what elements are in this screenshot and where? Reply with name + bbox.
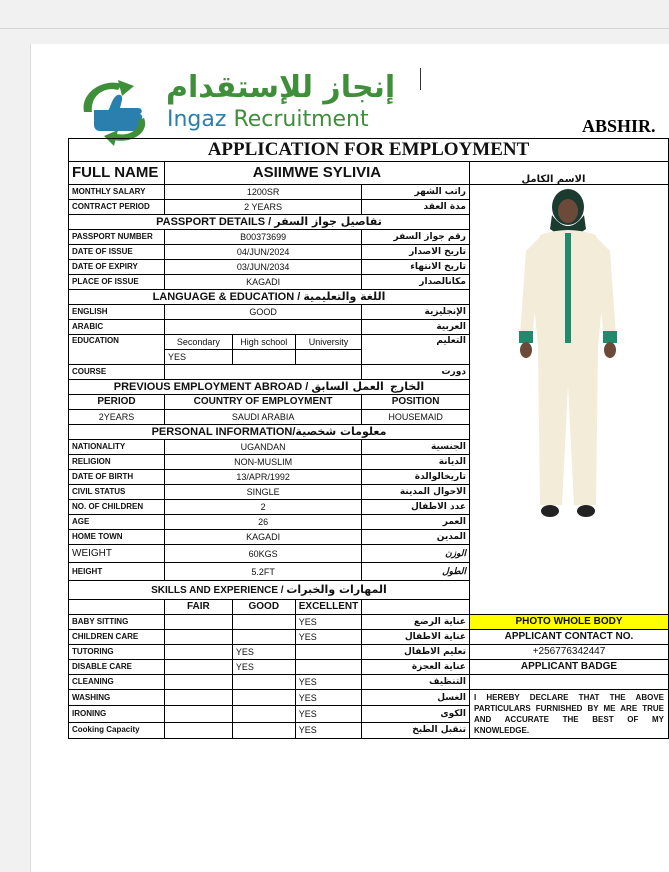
skill-good-value [232, 615, 295, 630]
page-top-rule [0, 28, 669, 29]
skill-fair-value [164, 722, 232, 738]
religion-arabic: الديانة [362, 455, 470, 470]
skill-arabic: تنقبل الطبخ [362, 722, 470, 738]
monthly-salary-label: MONTHLY SALARY [69, 185, 165, 200]
prev-country-value: SAUDI ARABIA [164, 410, 361, 425]
skill-excellent-value: YES [295, 630, 361, 645]
skills-section-header [69, 581, 470, 600]
skill-level-excellent: EXCELLENT [295, 600, 361, 615]
contract-period-value: 2 YEARS [164, 200, 361, 215]
civil-status-arabic: الاحوال المدينة [362, 485, 470, 500]
previous-employment-arabic-1: الخارج [389, 380, 425, 393]
personal-section-title: PERSONAL INFORMATION/ [151, 426, 296, 438]
education-university-value [295, 350, 361, 365]
course-arabic: دورت [362, 365, 470, 380]
skill-fair-value [164, 690, 232, 706]
education-secondary-value: YES [164, 350, 232, 365]
agency-name-suffix: Recruitment [233, 107, 369, 132]
badge-blank-cell [469, 675, 668, 690]
previous-employment-arabic-2: العمل السابق [311, 380, 384, 393]
skill-fair-value [164, 660, 232, 675]
skill-fair-value [164, 675, 232, 690]
date-of-issue-arabic: تاريخ الاصدار [362, 245, 470, 260]
height-arabic: الطول [362, 563, 470, 581]
place-of-issue-value: KAGADI [164, 275, 361, 290]
weight-label: WEIGHT [69, 545, 165, 563]
personal-section-header [69, 425, 470, 440]
education-arabic: التعليم [362, 335, 470, 365]
skill-good-value [232, 630, 295, 645]
children-arabic: عدد الاطفال [362, 500, 470, 515]
full-name-text: ASIIMWE SYLIVIA [252, 164, 382, 181]
text-cursor [420, 68, 421, 90]
prev-header-country: COUNTRY OF EMPLOYMENT [164, 395, 361, 410]
home-town-arabic: المدين [362, 530, 470, 545]
agency-logo-icon [74, 72, 158, 146]
skills-header-blank [69, 600, 165, 615]
skill-row-label: CHILDREN CARE [69, 630, 165, 645]
arabic-label: ARABIC [69, 320, 165, 335]
skill-excellent-value: YES [295, 706, 361, 722]
previous-employment-title: PREVIOUS EMPLOYMENT ABROAD / [113, 381, 309, 393]
education-level-secondary: Secondary [164, 335, 232, 350]
declaration-text: I HEREBY DECLARE THAT THE ABOVE PARTICULARS FURNISHED BY ME ARE TRUE AND ACCURATE THE BEST OF MY KNOWLEDGE. [469, 690, 668, 739]
skill-excellent-value [295, 645, 361, 660]
skill-excellent-value: YES [295, 722, 361, 738]
skill-good-value: YES [232, 645, 295, 660]
prev-period-value: 2YEARS [69, 410, 165, 425]
course-value [164, 365, 361, 380]
nationality-label: NATIONALITY [69, 440, 165, 455]
monthly-salary-value: 1200SR [164, 185, 361, 200]
applicant-photo [470, 185, 668, 585]
passport-section-header [69, 215, 470, 230]
english-arabic: الإنجليزية [362, 305, 470, 320]
passport-number-arabic: رقم جواز السفر [362, 230, 470, 245]
previous-employment-header [69, 380, 470, 395]
arabic-value [164, 320, 361, 335]
passport-section-arabic: تفاصيل جواز السفر [274, 215, 382, 228]
language-section-arabic: اللغة والتعليمية [303, 290, 386, 303]
skill-level-fair: FAIR [164, 600, 232, 615]
skill-fair-value [164, 645, 232, 660]
date-of-expiry-label: DATE OF EXPIRY [69, 260, 165, 275]
civil-status-label: CIVIL STATUS [69, 485, 165, 500]
contact-value: +256776342447 [469, 645, 668, 660]
prev-header-position: POSITION [362, 395, 470, 410]
dob-label: DATE OF BIRTH [69, 470, 165, 485]
children-value: 2 [164, 500, 361, 515]
skill-excellent-value: YES [295, 675, 361, 690]
place-of-issue-label: PLACE OF ISSUE [69, 275, 165, 290]
skill-row-label: Cooking Capacity [69, 722, 165, 738]
prev-position-value: HOUSEMAID [362, 410, 470, 425]
skill-fair-value [164, 706, 232, 722]
nationality-arabic: الجنسية [362, 440, 470, 455]
form-title: APPLICATION FOR EMPLOYMENT [69, 139, 669, 162]
language-section-title: LANGUAGE & EDUCATION / [152, 291, 301, 303]
education-level-university: University [295, 335, 361, 350]
date-of-issue-value: 04/JUN/2024 [164, 245, 361, 260]
skill-fair-value [164, 615, 232, 630]
skill-row-label: DISABLE CARE [69, 660, 165, 675]
skill-level-good: GOOD [232, 600, 295, 615]
skills-section-arabic: المهارات والخبرات [286, 582, 387, 596]
skill-row-label: CLEANING [69, 675, 165, 690]
full-name-label: FULL NAME [69, 162, 165, 185]
age-value: 26 [164, 515, 361, 530]
contract-period-arabic: مدة العقد [362, 200, 470, 215]
skill-arabic: عناية الرضع [362, 615, 470, 630]
children-label: NO. OF CHILDREN [69, 500, 165, 515]
passport-number-value: B00373699 [164, 230, 361, 245]
agency-name-prefix: Ingaz [167, 107, 227, 132]
skill-excellent-value [295, 660, 361, 675]
place-of-issue-arabic: مكانالصدار [362, 275, 470, 290]
full-name-value: ASIIMWE SYLIVIA الاسم الكامل [164, 162, 469, 185]
religion-value: NON-MUSLIM [164, 455, 361, 470]
photo-whole-body-label: PHOTO WHOLE BODY [469, 615, 668, 630]
age-label: AGE [69, 515, 165, 530]
english-value: GOOD [164, 305, 361, 320]
passport-section-title: PASSPORT DETAILS / [156, 216, 272, 228]
english-label: ENGLISH [69, 305, 165, 320]
employment-form-table [68, 138, 669, 739]
skill-good-value [232, 722, 295, 738]
weight-arabic: الوزن [362, 545, 470, 563]
date-of-issue-label: DATE OF ISSUE [69, 245, 165, 260]
dob-value: 13/APR/1992 [164, 470, 361, 485]
agency-name-english [167, 107, 369, 132]
skill-arabic: عناية الاطفال [362, 630, 470, 645]
home-town-label: HOME TOWN [69, 530, 165, 545]
civil-status-value: SINGLE [164, 485, 361, 500]
skill-good-value: YES [232, 660, 295, 675]
height-label: HEIGHT [69, 563, 165, 581]
date-of-expiry-value: 03/JUN/2034 [164, 260, 361, 275]
height-value: 5.2FT [164, 563, 361, 581]
skill-arabic: الغسل [362, 690, 470, 706]
dob-arabic: تاريخالوالدة [362, 470, 470, 485]
skill-arabic: الكوى [362, 706, 470, 722]
skill-excellent-value: YES [295, 690, 361, 706]
skill-good-value [232, 690, 295, 706]
prev-header-period: PERIOD [69, 395, 165, 410]
contract-period-label: CONTRACT PERIOD [69, 200, 165, 215]
skill-good-value [232, 675, 295, 690]
skill-row-label: BABY SITTING [69, 615, 165, 630]
religion-label: RELIGION [69, 455, 165, 470]
skill-good-value [232, 706, 295, 722]
skill-row-label: TUTORING [69, 645, 165, 660]
passport-number-label: PASSPORT NUMBER [69, 230, 165, 245]
education-level-high-school: High school [232, 335, 295, 350]
skill-row-label: WASHING [69, 690, 165, 706]
skill-arabic: تعليم الاطفال [362, 645, 470, 660]
skill-excellent-value: YES [295, 615, 361, 630]
contact-label: APPLICANT CONTACT NO. [469, 630, 668, 645]
skills-header-blank-ar [362, 600, 470, 615]
applicant-photo-cell [469, 185, 668, 615]
skills-section-title: SKILLS AND EXPERIENCE / [151, 584, 284, 596]
age-arabic: العمر [362, 515, 470, 530]
skill-fair-value [164, 630, 232, 645]
skill-arabic: عناية العجزة [362, 660, 470, 675]
agency-name-arabic: إنجاز للإستقدام [166, 70, 396, 105]
course-label: COURSE [69, 365, 165, 380]
nationality-value: UGANDAN [164, 440, 361, 455]
agent-tag: ABSHIR. [582, 116, 656, 136]
monthly-salary-arabic: راتب الشهر [362, 185, 470, 200]
education-high-school-value [232, 350, 295, 365]
date-of-expiry-arabic: تاريخ الانتهاء [362, 260, 470, 275]
language-section-header [69, 290, 470, 305]
skill-row-label: IRONING [69, 706, 165, 722]
applicant-badge-label: APPLICANT BADGE [469, 660, 668, 675]
arabic-arabic: العربية [362, 320, 470, 335]
skill-arabic: التنظيف [362, 675, 470, 690]
education-label: EDUCATION [69, 335, 165, 365]
weight-value: 60KGS [164, 545, 361, 563]
home-town-value: KAGADI [164, 530, 361, 545]
personal-section-arabic: معلومات شخصية [295, 425, 387, 438]
